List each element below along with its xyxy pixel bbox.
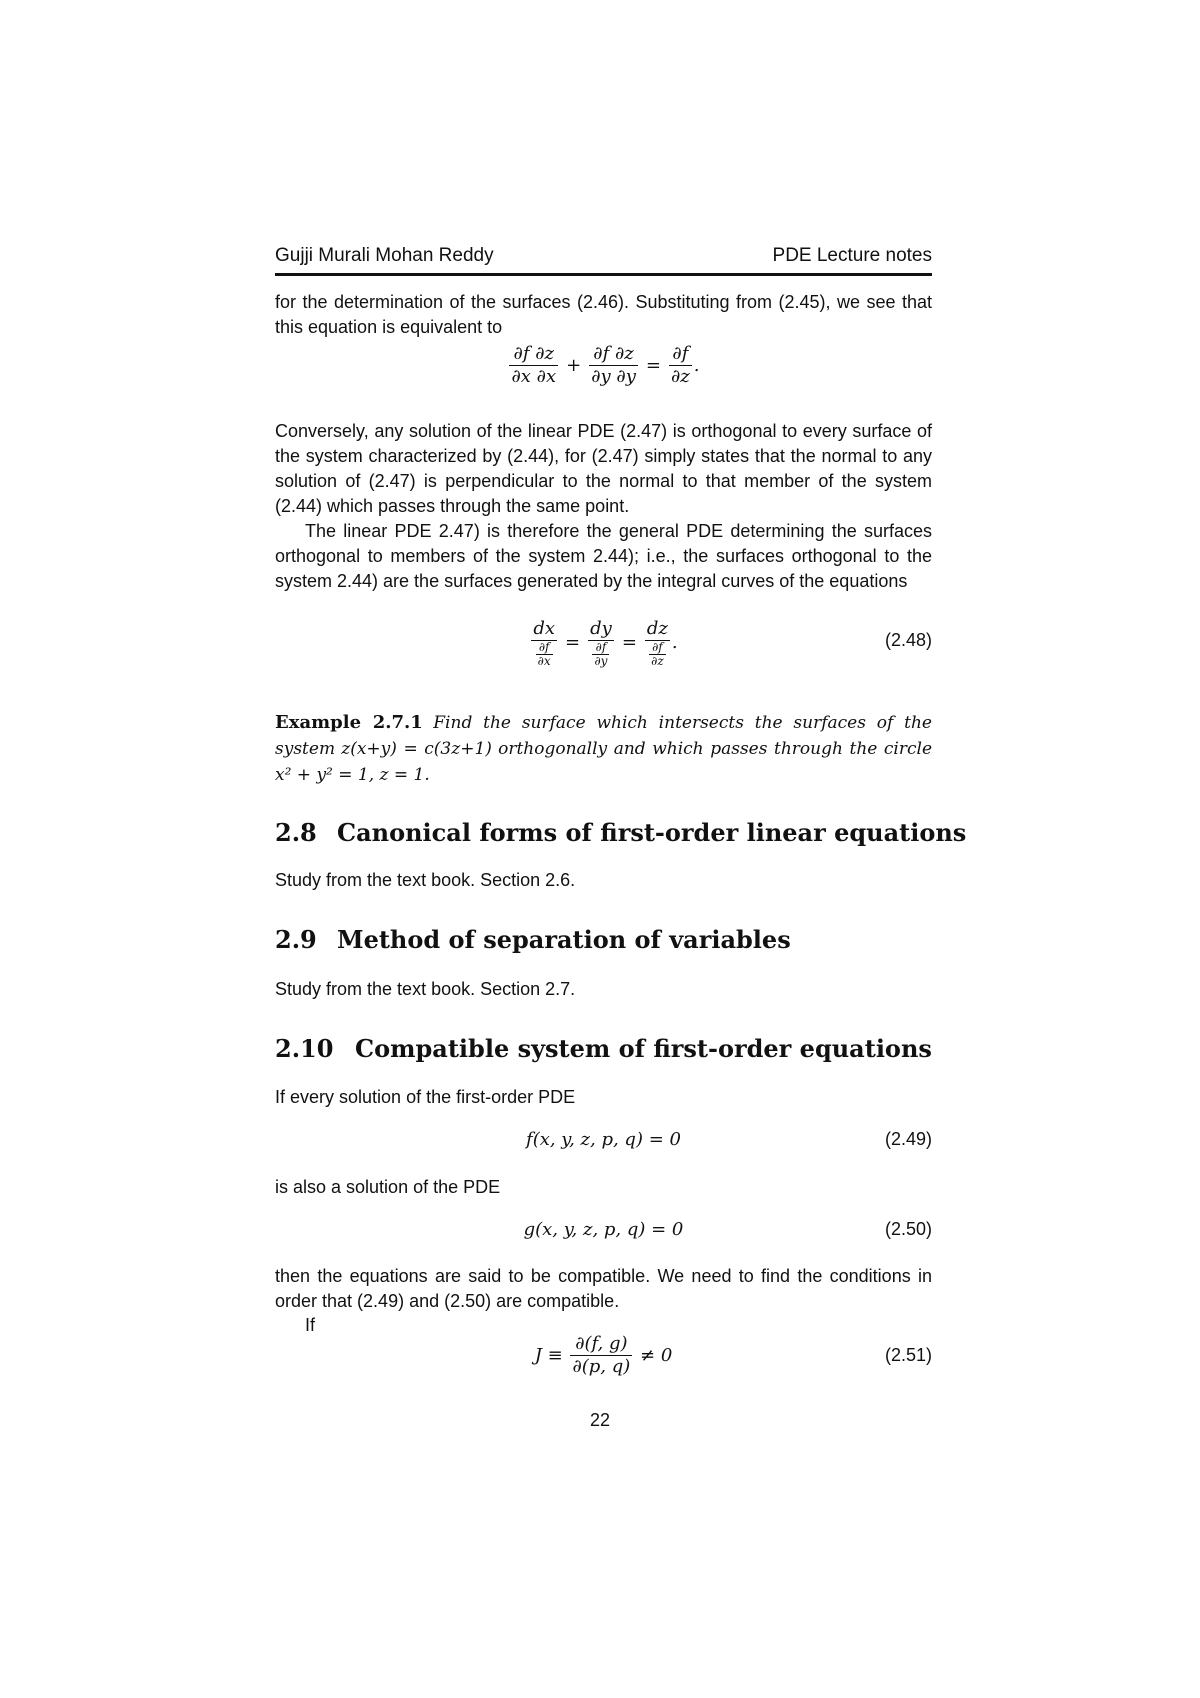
equation-2-49: f(x, y, z, p, q) = 0 (2.49) <box>526 1129 932 1150</box>
equation-number: (2.48) <box>884 630 932 650</box>
running-header <box>275 245 932 276</box>
paragraph-linear-pde: The linear PDE 2.47) is therefore the general PDE determining the surfaces orthogonal to members of the system 2.44); i.e., the surfaces orthogonal to the system 2.44) are the surfaces generated by the integral curves of the equations <box>275 521 932 591</box>
paragraph-compatible: then the equations are said to be compatible. We need to find the conditions in order that (2.49) and (2.50) are compatible. <box>275 1266 932 1311</box>
example-2-7-1: Example 2.7.1 Find the surface which intersects the surfaces of the system z(x+y) = c(3z+1) orthogonally and which passes through the circle x² + y² = 1, z = 1. <box>275 712 933 785</box>
paragraph-if-every: If every solution of the first-order PDE <box>275 1087 576 1107</box>
section-heading-2-9: 2.9 Method of separation of variables <box>275 925 791 954</box>
equation-2-51: J ≡ $\frac{\partial(f, g)}{\partial(p, q)}$ ≠ 0 (2.51) <box>534 1333 932 1377</box>
frac-jacobian: $\frac{\partial(f, g)}{\partial(p, q)}$ <box>572 1333 631 1377</box>
paragraph-intro: for the determination of the surfaces (2.46). Substituting from (2.45), we see that this equation is equivalent to <box>275 292 932 337</box>
equation-2-48: $\frac{dx}{\frac{\partial f}{\partial x}}$ = $\frac{dy}{\frac{\partial f}{\partial y}}$ = $\frac{dz}{\frac{\partial f}{\partial z}}$ . (2.48) <box>533 618 932 668</box>
paragraph-is-also: is also a solution of the PDE <box>275 1177 501 1197</box>
section-2-8-body: Study from the text book. Section 2.6. <box>275 870 576 890</box>
paragraph-if: If <box>305 1315 316 1335</box>
section-2-9-body: Study from the text book. Section 2.7. <box>275 979 576 999</box>
frac-dx: $\frac{dx}{\frac{\partial f}{\partial x}}$ <box>533 618 556 668</box>
equation-orthogonal: $\frac{\partial f \partial z}{\partial x \partial x}$ + $\frac{\partial f \partial z}{\partial y \partial y}$ = $\frac{\partial f}{\partial z}$ . <box>511 343 700 387</box>
frac-dy: $\frac{dy}{\frac{\partial f}{\partial y}}$ <box>590 618 612 668</box>
equation-2-50: g(x, y, z, p, q) = 0 (2.50) <box>523 1219 932 1240</box>
equation-number: (2.49) <box>884 1129 932 1149</box>
section-heading-2-10: 2.10 Compatible system of first-order equations <box>275 1034 932 1063</box>
header-title: PDE Lecture notes <box>772 245 932 266</box>
frac-term3: $\frac{\partial f}{\partial z}$ <box>670 343 690 387</box>
page-number: 22 <box>589 1410 611 1430</box>
frac-dz: $\frac{dz}{\frac{\partial f}{\partial z}}$ <box>646 618 668 668</box>
frac-term1: $\frac{\partial f \partial z}{\partial x \partial x}$ <box>511 343 557 387</box>
section-heading-2-8: 2.8 Canonical forms of first-order linear equations <box>275 818 967 847</box>
header-author: Gujji Murali Mohan Reddy <box>275 245 494 266</box>
equation-number: (2.50) <box>884 1219 932 1239</box>
frac-term2: $\frac{\partial f \partial z}{\partial y \partial y}$ <box>591 343 636 387</box>
paragraph-conversely: Conversely, any solution of the linear PDE (2.47) is orthogonal to every surface of the system characterized by (2.44), for (2.47) simply states that the normal to any solution of (2.47) is perpendicular to the normal to that member of the system (2.44) which passes through the same point. <box>275 421 932 516</box>
equation-number: (2.51) <box>884 1345 932 1365</box>
